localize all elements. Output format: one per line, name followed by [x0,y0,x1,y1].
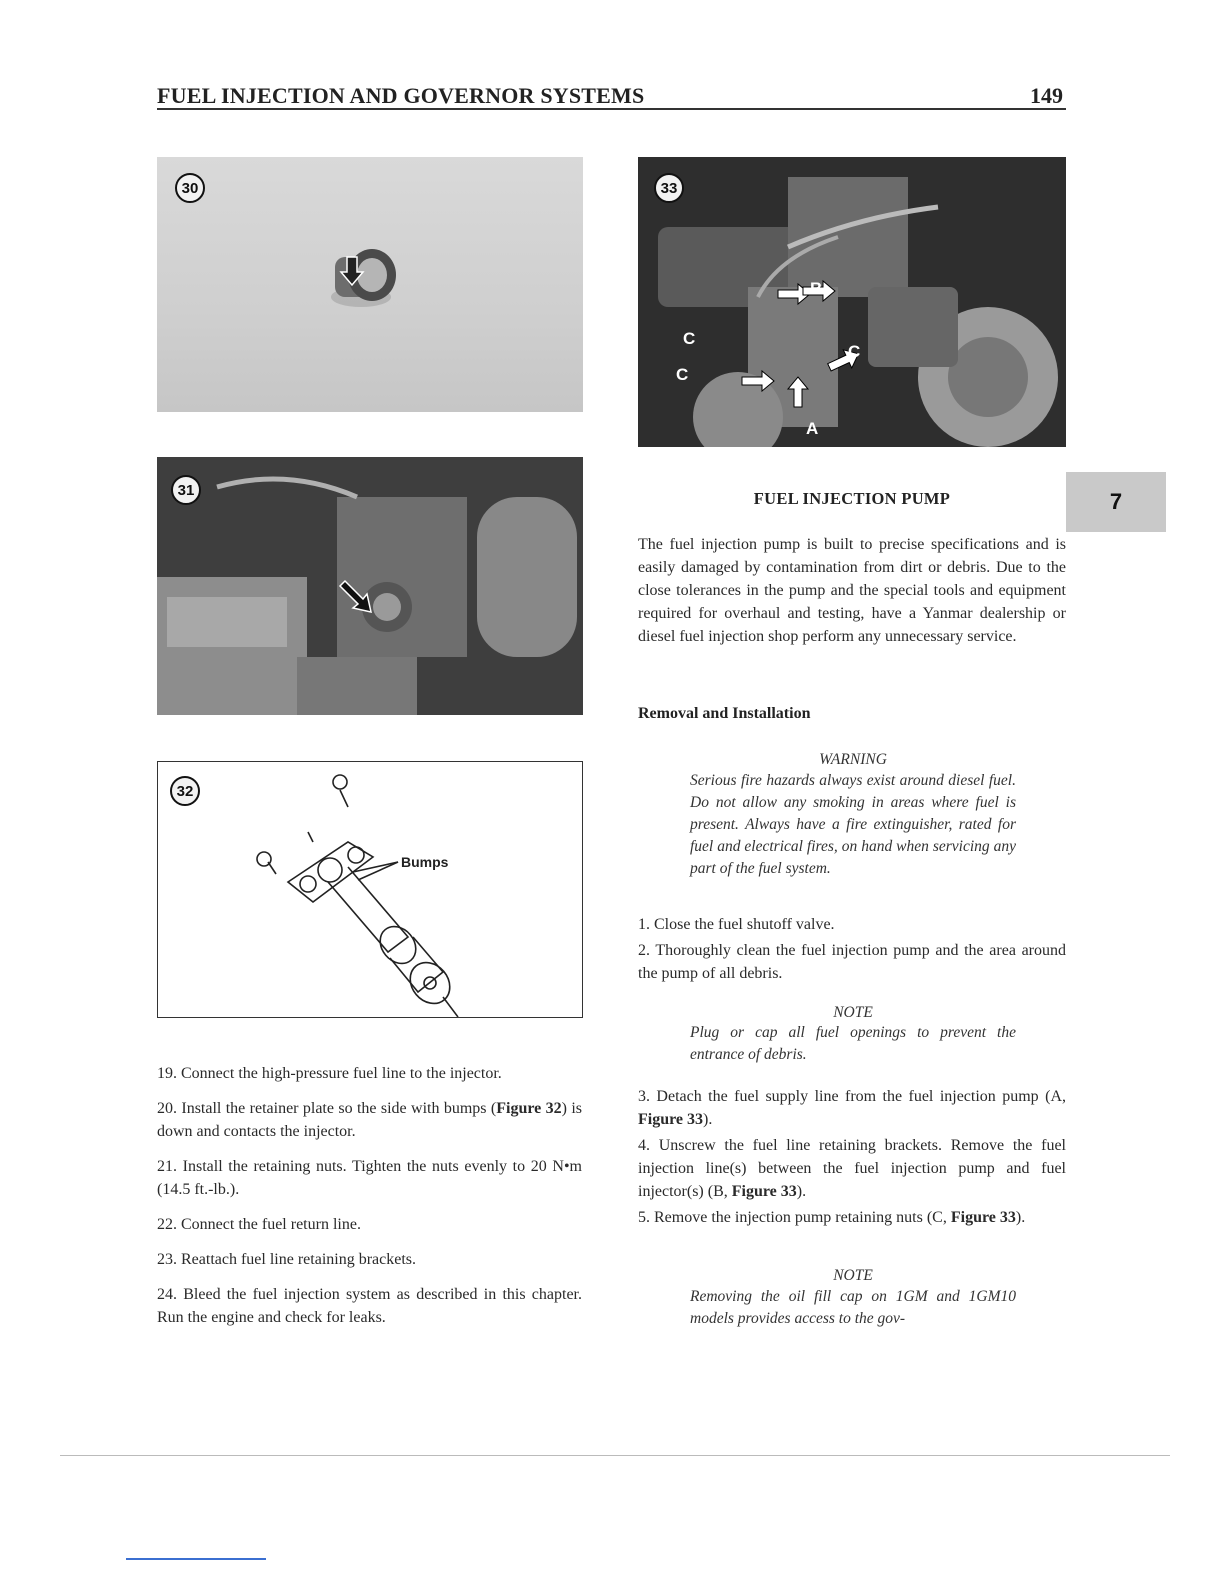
step-22: 22. Connect the fuel return line. [157,1216,361,1233]
figure-32-frame [157,761,583,1018]
step-21: 21. Install the retaining nuts. Tighten the nuts evenly to 20 N•m (14.5 ft.-lb.). [157,1158,582,1198]
figure-33-illustration [638,157,1066,447]
warning-text: Serious fire hazards always exist around diesel fuel. Do not allow any smoking in areas where fuel is present. Always have a fire extinguisher, rated for fuel and electrical fires, on hand when servicing any part of the fuel system. [690,772,1016,877]
figure-30-photo [157,157,583,412]
note-2-text: Removing the oil fill cap on 1GM and 1GM10 models provides access to the gov- [690,1288,1016,1327]
step-23: 23. Reattach fuel line retaining brackets. [157,1251,417,1268]
note-1-text: Plug or cap all fuel openings to prevent the entrance of debris. [690,1024,1016,1063]
removal-steps [638,913,1066,985]
page-number: 149 [1030,83,1063,108]
removal-step-3: 3. Detach the fuel supply line from the fuel injection pump (A, Figure 33). [638,1088,1066,1128]
note-1-title: NOTE [833,1004,873,1021]
figure-30-badge: 30 [175,173,205,203]
step-20: 20. Install the retainer plate so the side with bumps (Figure 32) is down and contacts the injector. [157,1100,582,1140]
removal-step-5: 5. Remove the injection pump retaining nuts (C, Figure 33). [638,1209,1026,1226]
removal-step-1: 1. Close the fuel shutoff valve. [638,916,835,933]
figure-33-label-c-left-1: C [683,329,696,348]
header-rule [157,108,1066,110]
footer-rule [60,1455,1170,1456]
removal-step-2: 2. Thoroughly clean the fuel injection pump and the area around the pump of all debris. [638,942,1066,982]
figure-33-badge: 33 [654,173,684,203]
section-intro: The fuel injection pump is built to precise specifications and is easily damaged by contamination from dirt or debris. Due to the close tolerances in the pump and the special tools and equipment required for overhaul and testing, have a Yanmar dealership or diesel fuel injection shop perform any unnecessary service. [638,536,1066,645]
figure-32-badge: 32 [170,776,200,806]
note-2-title: NOTE [833,1267,873,1284]
figure-33-label-b: B [810,279,823,298]
figure-32-illustration [158,762,582,1017]
figure-33-label-a: A [806,419,819,438]
page-header-title: FUEL INJECTION AND GOVERNOR SYSTEMS [157,83,645,108]
section-heading: FUEL INJECTION PUMP [753,489,951,508]
chapter-tab: 7 [1066,472,1166,532]
figure-33-photo [638,157,1066,447]
figure-31-illustration [157,457,583,715]
step-24: 24. Bleed the fuel injection system as described in this chapter. Run the engine and check for leaks. [157,1286,582,1326]
removal-steps-cont [638,1085,1066,1229]
removal-step-4: 4. Unscrew the fuel line retaining brackets. Remove the fuel injection line(s) between the fuel injection pump and fuel injector(s) (B, Figure 33). [638,1137,1066,1200]
left-steps [157,1062,582,1329]
figure-30-illustration [157,157,583,412]
figure-33-label-c-left-2: C [676,365,689,384]
warning-title: WARNING [819,751,887,768]
figure-32-bumps-callout: Bumps [401,854,449,870]
section-subheading: Removal and Installation [638,705,811,722]
step-19: 19. Connect the high-pressure fuel line to the injector. [157,1065,502,1082]
scan-edge-mark [126,1558,266,1560]
figure-31-badge: 31 [171,475,201,505]
figure-33-label-c-right: C [848,342,861,361]
figure-31-photo [157,457,583,715]
